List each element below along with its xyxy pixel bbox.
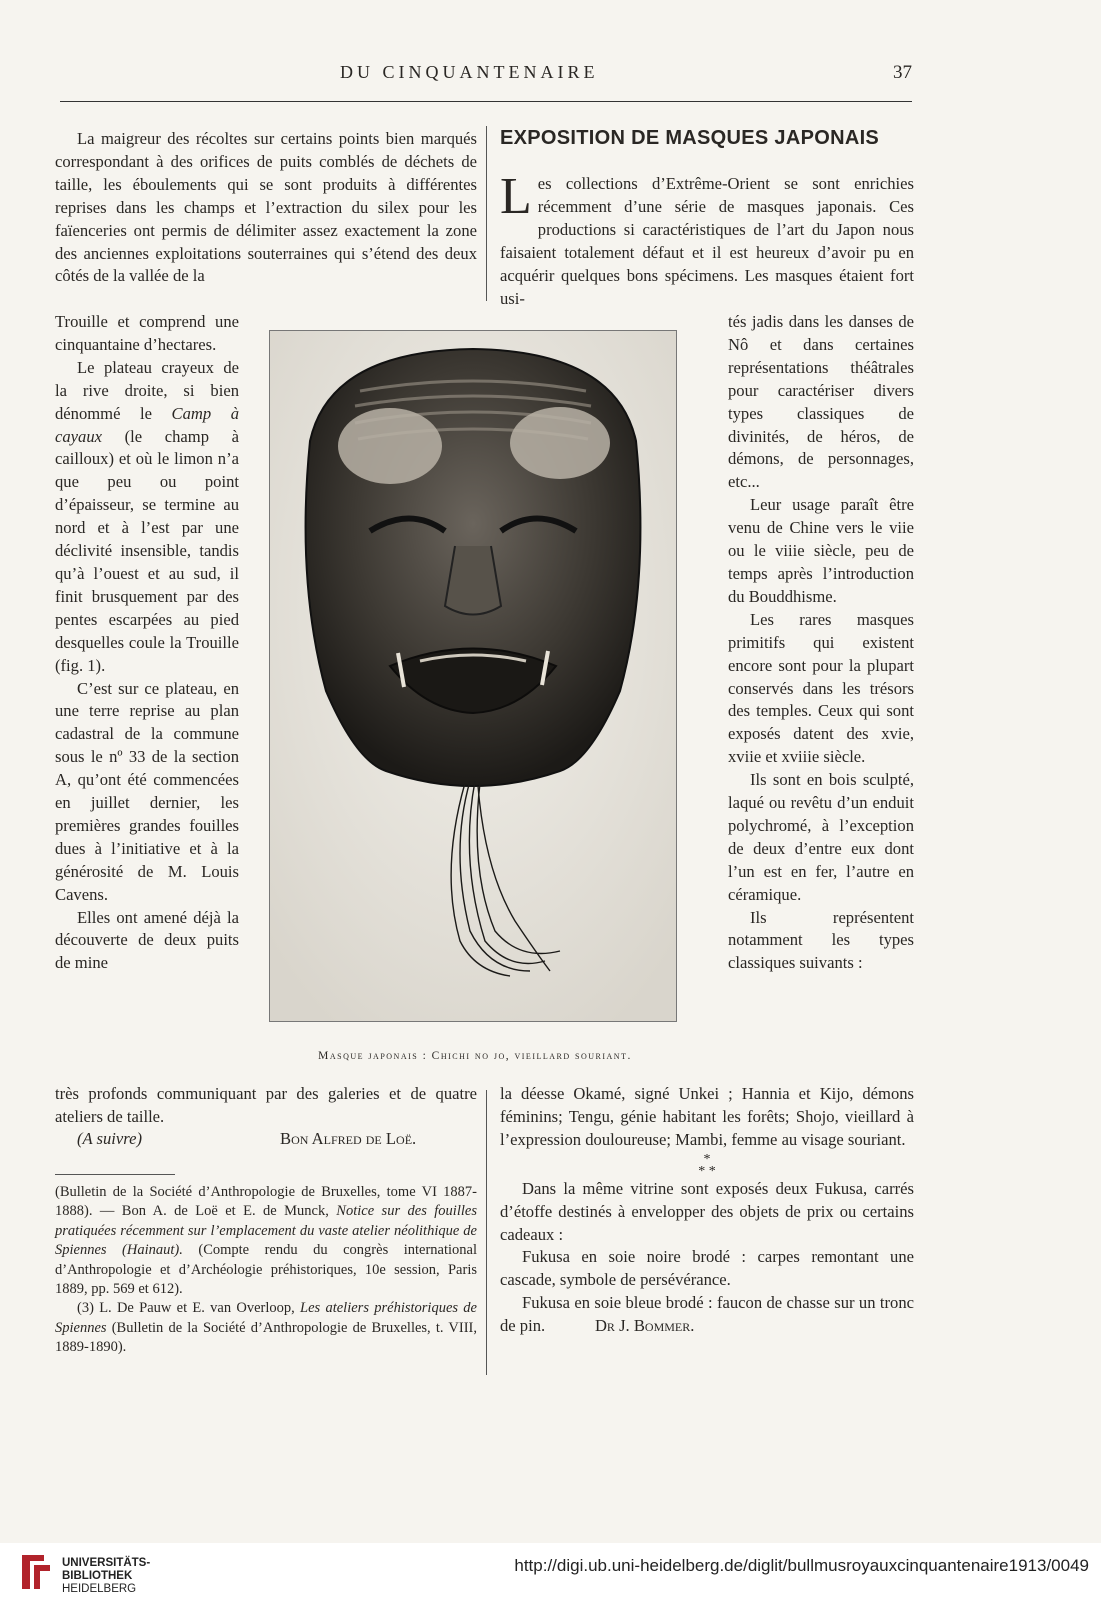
to-be-continued: (A suivre) xyxy=(77,1128,142,1148)
library-footer xyxy=(0,1543,1101,1623)
right-bottom-block xyxy=(500,1083,914,1338)
left-paragraph-1: La maigreur des récoltes sur certains points bien marqués correspondant à des orifices de puits comblés de déchets de taille, les éboulements qui se sont produits à différentes reprises dans les champs et l’extraction du silex pour les faïenceries ont permis de délimiter assez exactement la zone des anciennes exploitations souterraines qui s’étend des deux côtés de la vallée de la xyxy=(55,129,477,286)
mask-photograph xyxy=(269,330,677,1022)
footnote-3 xyxy=(55,1299,477,1357)
footnote-rule xyxy=(55,1174,175,1175)
footnote-1-title: Notice sur des fouilles pratiquées récemment sur l’emplacement du vaste atelier néolithique de Spiennes (Hainaut). xyxy=(55,1203,477,1259)
footnote-3-title: Les ateliers préhistoriques de Spiennes xyxy=(55,1300,477,1336)
page-number: 37 xyxy=(893,62,912,83)
running-header xyxy=(60,58,912,88)
right-paragraph-8 xyxy=(500,1292,914,1338)
left-paragraph-1-cont: Trouille et comprend une cinquantaine d’hectares. xyxy=(55,312,239,354)
right-paragraph-1-text: es collections d’Extrême-Orient se sont enrichies récemment d’une série de masques japonais. Ces productions si caractéristiques de l’art du Japon nous faisaient totalement défaut et il est heureux d’avoir pu en acquérir quelques bons spécimens. Les masques étaient fort usi- xyxy=(500,174,914,308)
right-narrow-column xyxy=(728,311,914,975)
left-paragraph-4: Elles ont amené déjà la découverte de deux puits de mine xyxy=(55,907,239,973)
camp-a-cayaux: Camp à cayaux xyxy=(55,403,239,446)
library-logo-icon xyxy=(14,1551,56,1593)
right-paragraph-6: Dans la même vitrine sont exposés deux Fukusa, carrés d’étoffe destinés à envelopper des objets de prix ou certains cadeaux : xyxy=(500,1178,914,1244)
p2-text-b: (le champ à cailloux) et où le limon n’a que peu ou point d’épaisseur, se termine au nord et à l’est par une déclivité insensible, tandis qu’à l’ouest et au sud, il finit brusquement par des pentes escarpées au pied desquelles coule la Trouille (fig. 1). xyxy=(55,426,239,675)
footnote-3-b: (Bulletin de la Société d’Anthropologie de Bruxelles, t. VIII, 1889-1890). xyxy=(55,1319,477,1356)
left-paragraph-4-cont: très profonds communiquant par des galeries et de quatre ateliers de taille. xyxy=(55,1084,477,1126)
left-narrow-column xyxy=(55,311,239,975)
bommer-signature: Dr J. Bommer. xyxy=(594,1316,695,1336)
right-paragraph-1-cont: tés jadis dans les danses de Nô et dans certaines représentations théâtrales pour caractériser divers types classiques de divinités, de héros, de démons, de personnages, etc... xyxy=(728,312,914,492)
left-bottom-block xyxy=(55,1083,477,1153)
figure-caption: Masque japonais : Chichi no jo, vieillard souriant. xyxy=(318,1050,632,1062)
right-paragraph-5-cont: la déesse Okamé, signé Unkei ; Hannia et Kijo, démons féminins; Tengu, génie habitant les forêts; Shojo, vieillard à l’expression douloureuse; Mambi, femme au visage souriant. xyxy=(500,1084,914,1149)
author-signature: Bon Alfred de Loë. xyxy=(280,1128,417,1148)
library-name xyxy=(62,1557,150,1596)
left-paragraph-3: C’est sur ce plateau, en une terre reprise au plan cadastral de la commune sous le nº 33 de la section A, qu’ont été commencées en juillet dernier, les premières grandes fouilles dues à l’initiative et à la générosité de M. Louis Cavens. xyxy=(55,678,239,904)
footnote-1 xyxy=(55,1183,477,1299)
library-line-3: HEIDELBERG xyxy=(62,1583,137,1595)
right-paragraph-2: Leur usage paraît être venu de Chine vers le viie ou le viiie siècle, peu de temps après l’introduction du Bouddhisme. xyxy=(728,495,914,606)
p2-text-a: Le plateau crayeux de la rive droite, si bien dénommé le xyxy=(55,357,239,423)
star-top: * xyxy=(703,1151,711,1167)
footnotes xyxy=(55,1174,477,1358)
footnote-1-a: (Bulletin de la Société d’Anthropologie de Bruxelles, tome VI 1887-1888). — Bon A. de Loë et E. de Munck, xyxy=(55,1184,477,1220)
right-paragraph-5: Ils représentent notamment les types classiques suivants : xyxy=(728,907,914,973)
section-stars xyxy=(500,1151,914,1179)
right-paragraph-7: Fukusa en soie noire brodé : carpes remontant une cascade, symbole de persévérance. xyxy=(500,1247,914,1290)
header-rule xyxy=(60,101,912,102)
drop-cap: L xyxy=(500,168,532,225)
footnote-3-a: (3) L. De Pauw et E. van Overloop, xyxy=(77,1300,301,1317)
article-heading: EXPOSITION DE MASQUES JAPONAIS xyxy=(500,127,880,149)
column-divider-top xyxy=(486,126,487,301)
right-paragraph-4: Ils sont en bois sculpté, laqué ou revêtu d’un enduit polychromé, à l’exception de deux d’entre eux dont l’un est en fer, l’autre en céramique. xyxy=(728,770,914,904)
right-intro xyxy=(500,168,914,310)
library-line-2: BIBLIOTHEK xyxy=(62,1570,133,1582)
right-paragraph-8-text: Fukusa en soie bleue brodé : faucon de chasse sur un tronc de pin. xyxy=(500,1293,914,1336)
mask-illustration xyxy=(270,331,676,1021)
column-divider-bottom xyxy=(486,1090,487,1375)
source-url[interactable]: http://digi.ub.uni-heidelberg.de/diglit/bullmusroyauxcinquantenaire1913/0049 xyxy=(514,1556,1089,1575)
footnote-1-b: (Compte rendu du congrès international d’Anthropologie et d’Archéologie préhistoriques, 10e session, Paris 1889, pp. 569 et 612). xyxy=(55,1242,477,1298)
right-paragraph-3: Les rares masques primitifs qui existent encore sont pour la plupart conservés dans les trésors des temples. Ceux qui sont exposés datent des xvie, xviie et xviiie siècle. xyxy=(728,609,914,767)
star-bottom: * * xyxy=(698,1163,716,1179)
running-title: DU CINQUANTENAIRE xyxy=(340,62,599,82)
library-line-1: UNIVERSITÄTS- xyxy=(62,1557,151,1569)
left-paragraph-2 xyxy=(55,357,239,678)
right-paragraph-1 xyxy=(500,168,914,310)
